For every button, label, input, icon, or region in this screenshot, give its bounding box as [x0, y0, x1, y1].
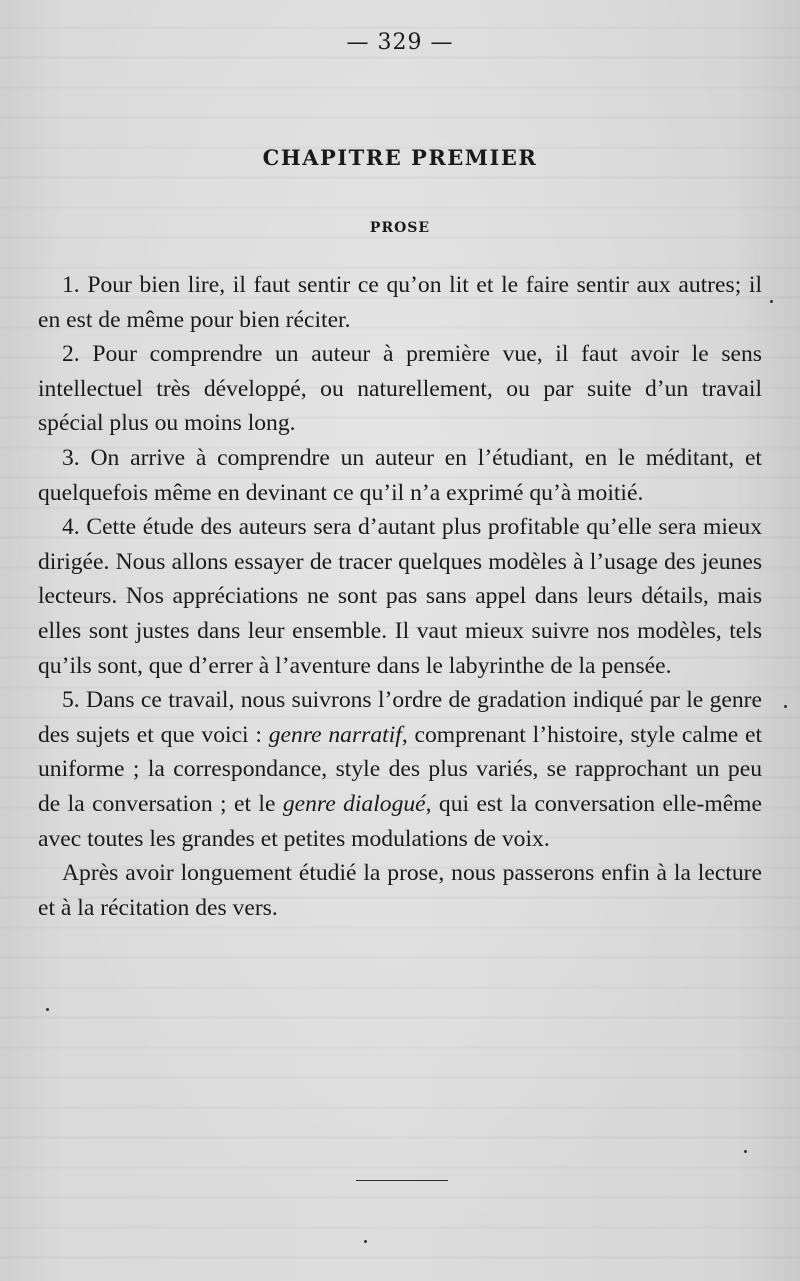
- paragraph-4: 4. Cette étude des auteurs sera d’autant plus profitable qu’elle sera mieux dirigée. Nous allons essayer de tracer quelques modèles à l’usage des jeunes lecteurs. Nos appréciations ne sont pas sans appel dans leurs détails, mais elles sont justes dans leur ensemble. Il vaut mieux suivre nos modèles, tels qu’ils sont, que d’errer à l’aventure dans le labyrinthe de la pensée.: [38, 514, 762, 679]
- paper-speck: [744, 1150, 747, 1153]
- paper-speck: [364, 1240, 367, 1243]
- paragraph-5-part-2: , comprenant l’histoire, style calme et uniforme ; la correspondance, style des plus variés, se rapprochant un peu de la conversation ; et le: [38, 721, 763, 817]
- paper-speck: [784, 705, 787, 708]
- paragraph-6: Après avoir longuement étudié la prose, nous passerons enfin à la lecture et à la récitation des vers.: [38, 860, 762, 921]
- body-text: [38, 268, 762, 925]
- paragraph-3: 3. On arrive à comprendre un auteur en l’étudiant, en le méditant, et quelquefois même en devinant ce qu’il n’a exprimé qu’à moitié.: [38, 444, 762, 506]
- chapter-title: CHAPITRE PREMIER: [262, 145, 538, 170]
- paragraph-5-part-1: 5. Dans ce travail, nous suivrons l’ordre de gradation indiqué par le genre des sujets et que voici :: [38, 687, 762, 748]
- paragraph-2: 2. Pour comprendre un auteur à première vue, il faut avoir le sens intellectuel très développé, ou naturellement, ou par suite d’un travail spécial plus ou moins long.: [38, 341, 762, 437]
- paragraph-5: [38, 683, 762, 856]
- closing-rule: [356, 1180, 448, 1181]
- paragraph-5-part-3: , qui est la conversation elle-même avec toutes les grandes et petites modulations de voix.: [38, 790, 762, 852]
- paragraph-1: 1. Pour bien lire, il faut sentir ce qu’on lit et le faire sentir aux autres; il en est de même pour bien réciter.: [38, 272, 762, 333]
- paper-speck: [770, 300, 773, 303]
- paper-speck: [46, 1008, 49, 1011]
- genre-narratif-term: genre narratif: [268, 721, 402, 748]
- genre-dialogue-term: genre dialogué: [282, 790, 426, 817]
- section-title: PROSE: [369, 220, 431, 236]
- page-number: — 329 —: [346, 30, 454, 55]
